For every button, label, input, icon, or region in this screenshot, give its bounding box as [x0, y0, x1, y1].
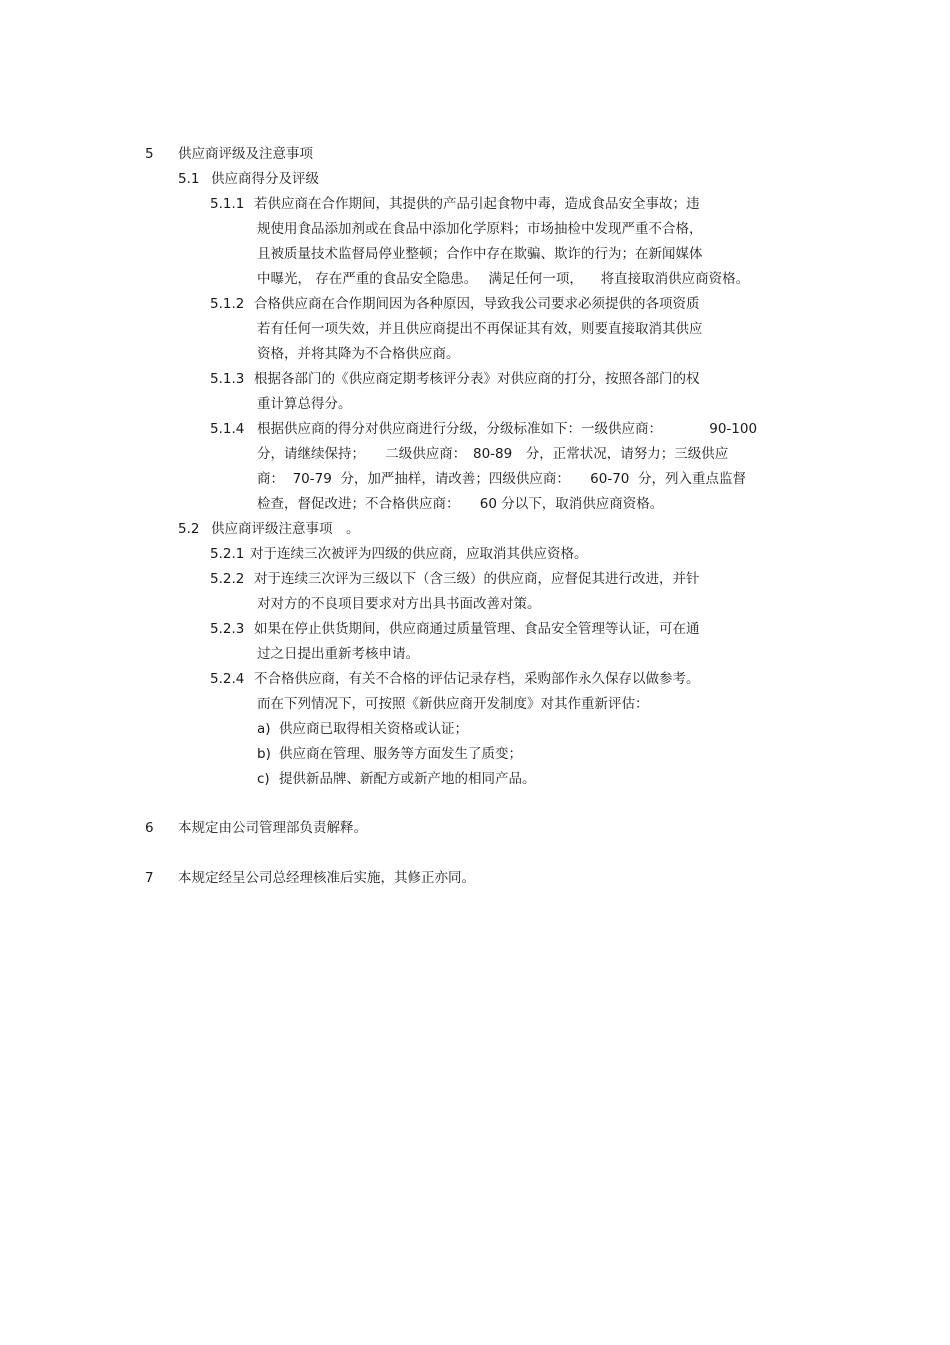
list-item-label: a): [257, 721, 271, 737]
item-text-line: 对对方的不良项目要求对方出具书面改善对策。: [257, 596, 541, 612]
list-item-text: 提供新品牌、新配方或新产地的相同产品。: [279, 771, 536, 787]
item-text-line: 规使用食品添加剂或在食品中添加化学原料；市场抽检中发现严重不合格，: [257, 221, 703, 237]
subsection-number: 5.2: [178, 521, 200, 537]
item-number: 5.2.2: [210, 571, 245, 587]
item-text-line: 根据各部门的《供应商定期考核评分表》对供应商的打分，按照各部门的权: [254, 371, 700, 387]
item-text-line: 商： 70-79 分，加严抽样，请改善；四级供应商： 60-70 分，列入重点监督: [257, 471, 746, 487]
section-title: 本规定由公司管理部负责解释。: [178, 820, 367, 836]
subsection-title: 供应商评级注意事项 。: [211, 521, 360, 537]
item-text-line: 而在下列情况下，可按照《新供应商开发制度》对其作重新评估：: [257, 696, 649, 712]
item-number: 5.2.1: [210, 546, 245, 562]
item-text-line: 根据供应商的得分对供应商进行分级，分级标准如下：一级供应商： 90-100: [257, 421, 758, 437]
item-text-line: 如果在停止供货期间，供应商通过质量管理、食品安全管理等认证，可在通: [254, 621, 700, 637]
item-text-line: 若供应商在合作期间，其提供的产品引起食物中毒，造成食品安全事故；违: [254, 196, 700, 212]
item-text-line: 中曝光， 存在严重的食品安全隐患。 满足任何一项， 将直接取消供应商资格。: [257, 271, 750, 287]
subsection-number: 5.1: [178, 171, 200, 187]
item-text-line: 重计算总得分。: [257, 396, 352, 412]
item-text-line: 对于连续三次被评为四级的供应商，应取消其供应资格。: [250, 546, 588, 562]
item-text-line: 检查，督促改进；不合格供应商： 60 分以下，取消供应商资格。: [257, 496, 664, 512]
item-text-line: 不合格供应商，有关不合格的评估记录存档，采购部作永久保存以做参考。: [254, 671, 700, 687]
list-item-label: c): [257, 771, 270, 787]
item-number: 5.1.2: [210, 296, 245, 312]
item-number: 5.1.4: [210, 421, 245, 437]
subsection-title: 供应商得分及评级: [211, 171, 319, 187]
item-number: 5.1.1: [210, 196, 245, 212]
item-text-line: 对于连续三次评为三级以下（含三级）的供应商，应督促其进行改进，并针: [254, 571, 700, 587]
item-number: 5.1.3: [210, 371, 245, 387]
section-title: 本规定经呈公司总经理核准后实施，其修正亦同。: [178, 870, 475, 886]
section-number: 7: [145, 870, 154, 886]
item-text-line: 资格，并将其降为不合格供应商。: [257, 346, 460, 362]
item-number: 5.2.4: [210, 671, 245, 687]
section-number: 5: [145, 146, 154, 162]
item-number: 5.2.3: [210, 621, 245, 637]
list-item-label: b): [257, 746, 271, 762]
list-item-text: 供应商已取得相关资格或认证；: [279, 721, 468, 737]
item-text-line: 合格供应商在合作期间因为各种原因，导致我公司要求必须提供的各项资质: [254, 296, 700, 312]
item-text-line: 且被质量技术监督局停业整顿；合作中存在欺骗、欺诈的行为；在新闻媒体: [257, 246, 703, 262]
section-number: 6: [145, 820, 154, 836]
list-item-text: 供应商在管理、服务等方面发生了质变；: [279, 746, 522, 762]
item-text-line: 分，请继续保持； 二级供应商： 80-89 分，正常状况，请努力；三级供应: [257, 446, 729, 462]
item-text-line: 过之日提出重新考核申请。: [257, 646, 419, 662]
section-title: 供应商评级及注意事项: [178, 146, 313, 162]
item-text-line: 若有任何一项失效，并且供应商提出不再保证其有效，则要直接取消其供应: [257, 321, 703, 337]
